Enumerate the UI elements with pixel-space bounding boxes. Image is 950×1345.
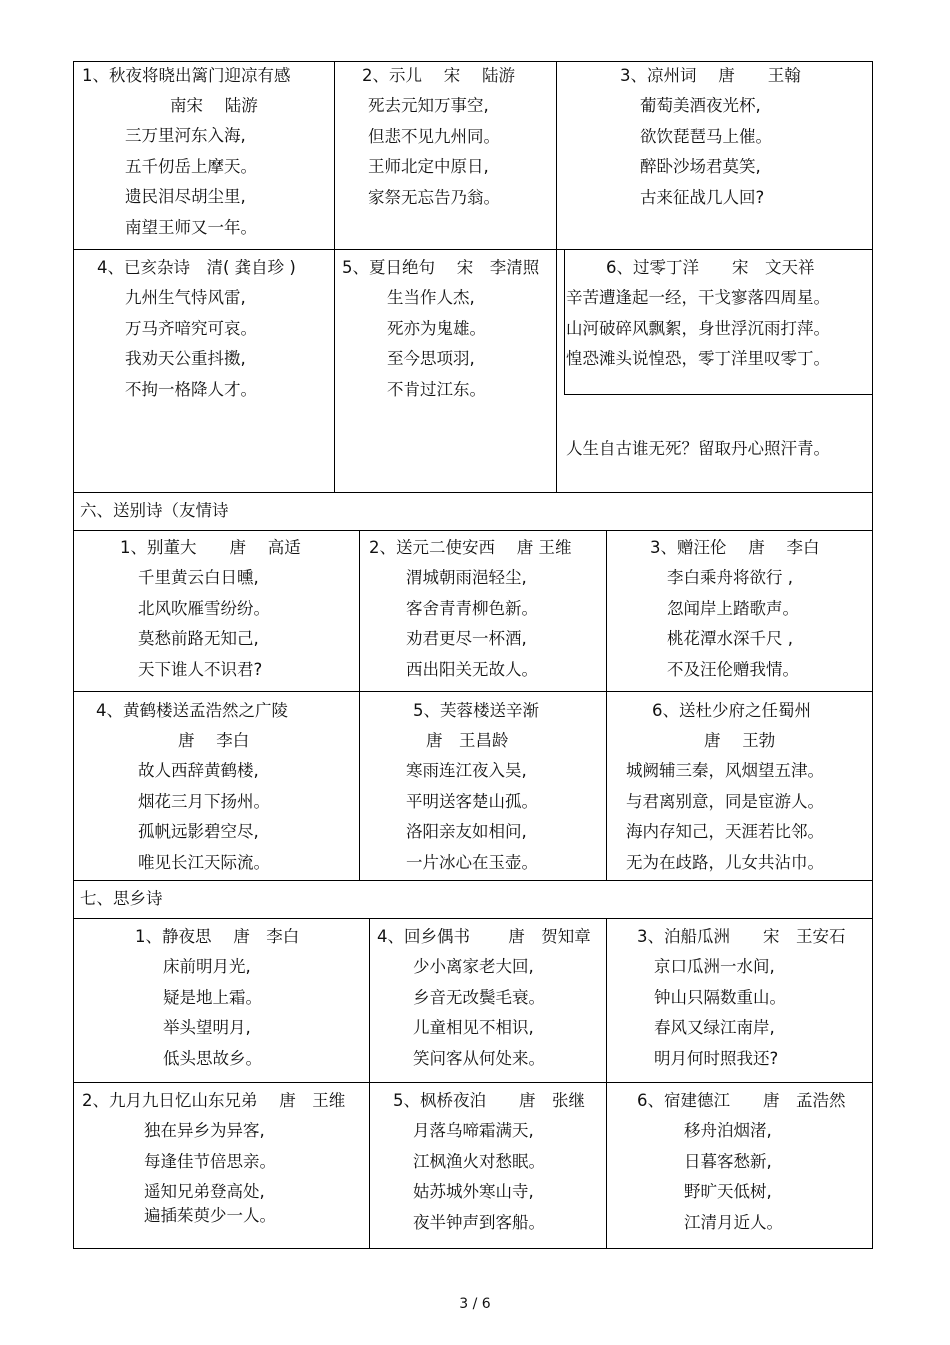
- poem-cell: [377, 922, 591, 1074]
- poem-line: 欲饮琵琶马上催。: [640, 126, 772, 146]
- poem-line: 月落乌啼霜满天,: [413, 1121, 534, 1140]
- poem-line: 三万里河东入海,: [125, 126, 246, 145]
- poem-line: 但悲不见九州同。: [368, 126, 500, 146]
- poem-line: 孤帆远影碧空尽,: [138, 822, 259, 841]
- section-heading: 七、思乡诗: [80, 889, 163, 908]
- poem-line: 遗民泪尽胡尘里,: [125, 187, 246, 206]
- poem-line: 洛阳亲友如相问,: [406, 822, 527, 841]
- table-border-bottom: [73, 1248, 873, 1249]
- section-heading: 六、送别诗（友情诗: [80, 501, 229, 520]
- poem-cell: [393, 1086, 585, 1238]
- poem-title: 1、秋夜将晓出篱门迎凉有感: [82, 66, 291, 85]
- row-divider: [73, 530, 873, 531]
- poem-line: 江清月近人。: [684, 1212, 783, 1232]
- poem-cell: [342, 253, 539, 405]
- poem-line: 遥知兄弟登高处,: [144, 1182, 265, 1201]
- row-divider: [73, 691, 873, 692]
- table-border-right: [872, 61, 873, 1249]
- poem-line: 夜半钟声到客船。: [413, 1212, 545, 1232]
- poem-line: 不拘一格降人才。: [125, 379, 257, 399]
- poem-title: 2、示儿 宋 陆游: [362, 66, 515, 85]
- poem-author: 唐 王勃: [704, 731, 776, 750]
- poem-line: 生当作人杰,: [387, 288, 475, 307]
- poem-line: 举头望明月,: [163, 1018, 251, 1037]
- poem-title: 1、静夜思 唐 李白: [135, 927, 300, 946]
- poem-line: 每逢佳节倍思亲。: [144, 1151, 276, 1171]
- poem-cell: [82, 61, 291, 243]
- poem-title: 4、已亥杂诗 清( 龚自珍 ): [97, 258, 296, 277]
- poem-line: 寒雨连江夜入吴,: [406, 761, 527, 780]
- poem-title: 3、赠汪伦 唐 李白: [650, 538, 820, 557]
- poem-line: 儿童相见不相识,: [413, 1018, 534, 1037]
- poem-line: 劝君更尽一杯酒,: [406, 629, 527, 648]
- row-divider: [73, 880, 873, 881]
- poem-title: 4、回乡偶书 唐 贺知章: [377, 927, 591, 946]
- poem-line: 笑问客从何处来。: [413, 1048, 545, 1068]
- poem-line: 不及汪伦赠我情。: [667, 659, 799, 679]
- poem-title: 6、宿建德江 唐 孟浩然: [637, 1091, 846, 1110]
- poem-line: 床前明月光,: [163, 957, 251, 976]
- poem-line: 我劝天公重抖擞,: [125, 349, 246, 368]
- poem-line: 山河破碎风飘絮，身世浮沉雨打萍。: [566, 318, 830, 338]
- poem-author: 唐 李白: [178, 731, 250, 750]
- poem-line: 疑是地上霜。: [163, 987, 262, 1007]
- poem-line: 万马齐喑究可哀。: [125, 318, 257, 338]
- col-divider: [606, 918, 607, 1249]
- poem-line: 五千仞岳上摩天。: [125, 156, 257, 176]
- poem-cell: [406, 696, 539, 878]
- poem-line: 唯见长江天际流。: [138, 852, 270, 872]
- poem-line: 遍插茱萸少一人。: [144, 1205, 276, 1225]
- poem-title: 2、九月九日忆山东兄弟 唐 王维: [82, 1091, 346, 1110]
- poem-cell: [135, 922, 299, 1074]
- poem-title: 5、芙蓉楼送辛渐: [413, 701, 539, 720]
- poem-title: 6、过零丁洋 宋 文天祥: [606, 258, 815, 277]
- row-divider: [73, 918, 873, 919]
- row-divider: [73, 1082, 873, 1083]
- poem-line: 古来征战几人回?: [640, 187, 765, 207]
- poem-line: 西出阳关无故人。: [406, 659, 538, 679]
- poem-line: 与君离别意，同是宦游人。: [626, 791, 824, 811]
- poem-cell: [650, 533, 820, 685]
- poem-line: 客舍青青柳色新。: [406, 598, 538, 618]
- poem-cell: [369, 533, 572, 685]
- poem-line: 平明送客楚山孤。: [406, 791, 538, 811]
- row-divider: [73, 249, 873, 250]
- poem-cell: [362, 61, 515, 213]
- poem-line: 野旷天低树,: [684, 1182, 772, 1201]
- poem-line: 莫愁前路无知己,: [138, 629, 259, 648]
- poem-cell: [637, 1086, 846, 1238]
- poem-title: 6、送杜少府之任蜀州: [652, 701, 811, 720]
- poem-line: 独在异乡为异客,: [144, 1121, 265, 1140]
- page-number: 3 / 6: [459, 1296, 491, 1312]
- poem-line: 日暮客愁新,: [684, 1151, 772, 1171]
- poem-line: 李白乘舟将欲行 ,: [667, 568, 793, 587]
- poem-cell: [626, 696, 824, 878]
- poem-title: 3、泊船瓜洲 宋 王安石: [637, 927, 846, 946]
- poem-line: 明月何时照我还?: [654, 1048, 779, 1068]
- table-border-left: [73, 61, 74, 1249]
- poem-title: 5、枫桥夜泊 唐 张继: [393, 1091, 585, 1110]
- poem-line: 乡音无改鬓毛衰。: [413, 987, 545, 1007]
- poem-line: 姑苏城外寒山寺,: [413, 1182, 534, 1201]
- poem-line: 不肯过江东。: [387, 379, 486, 399]
- poem-cell: [96, 696, 288, 878]
- poem-line: 无为在歧路，儿女共沾巾。: [626, 852, 824, 872]
- poem-author: 南宋 陆游: [170, 96, 258, 115]
- poem-line: 京口瓜洲一水间,: [654, 957, 775, 976]
- poem-line: 惶恐滩头说惶恐，零丁洋里叹零丁。: [566, 349, 830, 368]
- poem-cell: [620, 61, 801, 213]
- poem-line: 一片冰心在玉壶。: [406, 852, 538, 872]
- poem-line: 低头思故乡。: [163, 1048, 262, 1068]
- poem-line: 千里黄云白日曛,: [138, 568, 259, 587]
- poem-title: 2、送元二使安西 唐 王维: [369, 538, 572, 557]
- poem-line: 王师北定中原日,: [368, 157, 489, 176]
- poem-line: 死去元知万事空,: [368, 96, 489, 115]
- poem-line: 至今思项羽,: [387, 349, 475, 368]
- poem-line: 城阙辅三秦，风烟望五津。: [626, 761, 824, 780]
- row-divider: [564, 394, 873, 395]
- poem-line: 渭城朝雨浥轻尘,: [406, 568, 527, 587]
- poem-line: 海内存知己，天涯若比邻。: [626, 822, 824, 841]
- poem-author: 唐 王昌龄: [426, 731, 509, 750]
- col-divider: [369, 918, 370, 1249]
- col-divider: [334, 61, 335, 492]
- poem-line: 天下谁人不识君?: [138, 659, 263, 679]
- poem-line: 江枫渔火对愁眠。: [413, 1151, 545, 1171]
- poem-title: 4、黄鹤楼送孟浩然之广陵: [96, 701, 288, 720]
- poem-line: 桃花潭水深千尺 ,: [667, 629, 793, 648]
- poem-cell: [566, 434, 830, 465]
- poem-line: 少小离家老大回,: [413, 957, 534, 976]
- poem-line: 死亦为鬼雄。: [387, 318, 486, 338]
- poem-line: 钟山只隔数重山。: [654, 987, 786, 1007]
- col-divider: [359, 530, 360, 880]
- col-divider: [556, 61, 557, 492]
- poem-line: 辛苦遭逢起一经，干戈寥落四周星。: [566, 288, 830, 307]
- poem-cell: [120, 533, 301, 685]
- col-divider: [606, 530, 607, 880]
- poem-cell: [637, 922, 846, 1074]
- poem-line: 北风吹雁雪纷纷。: [138, 598, 270, 618]
- poem-line: 移舟泊烟渚,: [684, 1121, 772, 1140]
- row-divider: [73, 492, 873, 493]
- poem-title: 1、别董大 唐 高适: [120, 538, 301, 557]
- poem-line: 九州生气恃风雷,: [125, 288, 246, 307]
- poem-line: 人生自古谁无死？留取丹心照汗青。: [566, 439, 830, 458]
- poem-line: 家祭无忘告乃翁。: [368, 187, 500, 207]
- poem-line: 南望王师又一年。: [125, 217, 257, 237]
- poem-line: 葡萄美酒夜光杯,: [640, 96, 761, 115]
- col-divider: [564, 249, 565, 395]
- poem-cell: [82, 1086, 345, 1231]
- poem-cell: [566, 253, 830, 375]
- poem-title: 3、凉州词 唐 王翰: [620, 66, 801, 85]
- poem-line: 忽闻岸上踏歌声。: [667, 598, 799, 618]
- poem-line: 故人西辞黄鹤楼,: [138, 761, 259, 780]
- poem-line: 醉卧沙场君莫笑,: [640, 157, 761, 176]
- poem-line: 春风又绿江南岸,: [654, 1018, 775, 1037]
- poem-cell: [97, 253, 296, 405]
- poem-title: 5、夏日绝句 宋 李清照: [342, 258, 540, 277]
- poem-line: 烟花三月下扬州。: [138, 791, 270, 811]
